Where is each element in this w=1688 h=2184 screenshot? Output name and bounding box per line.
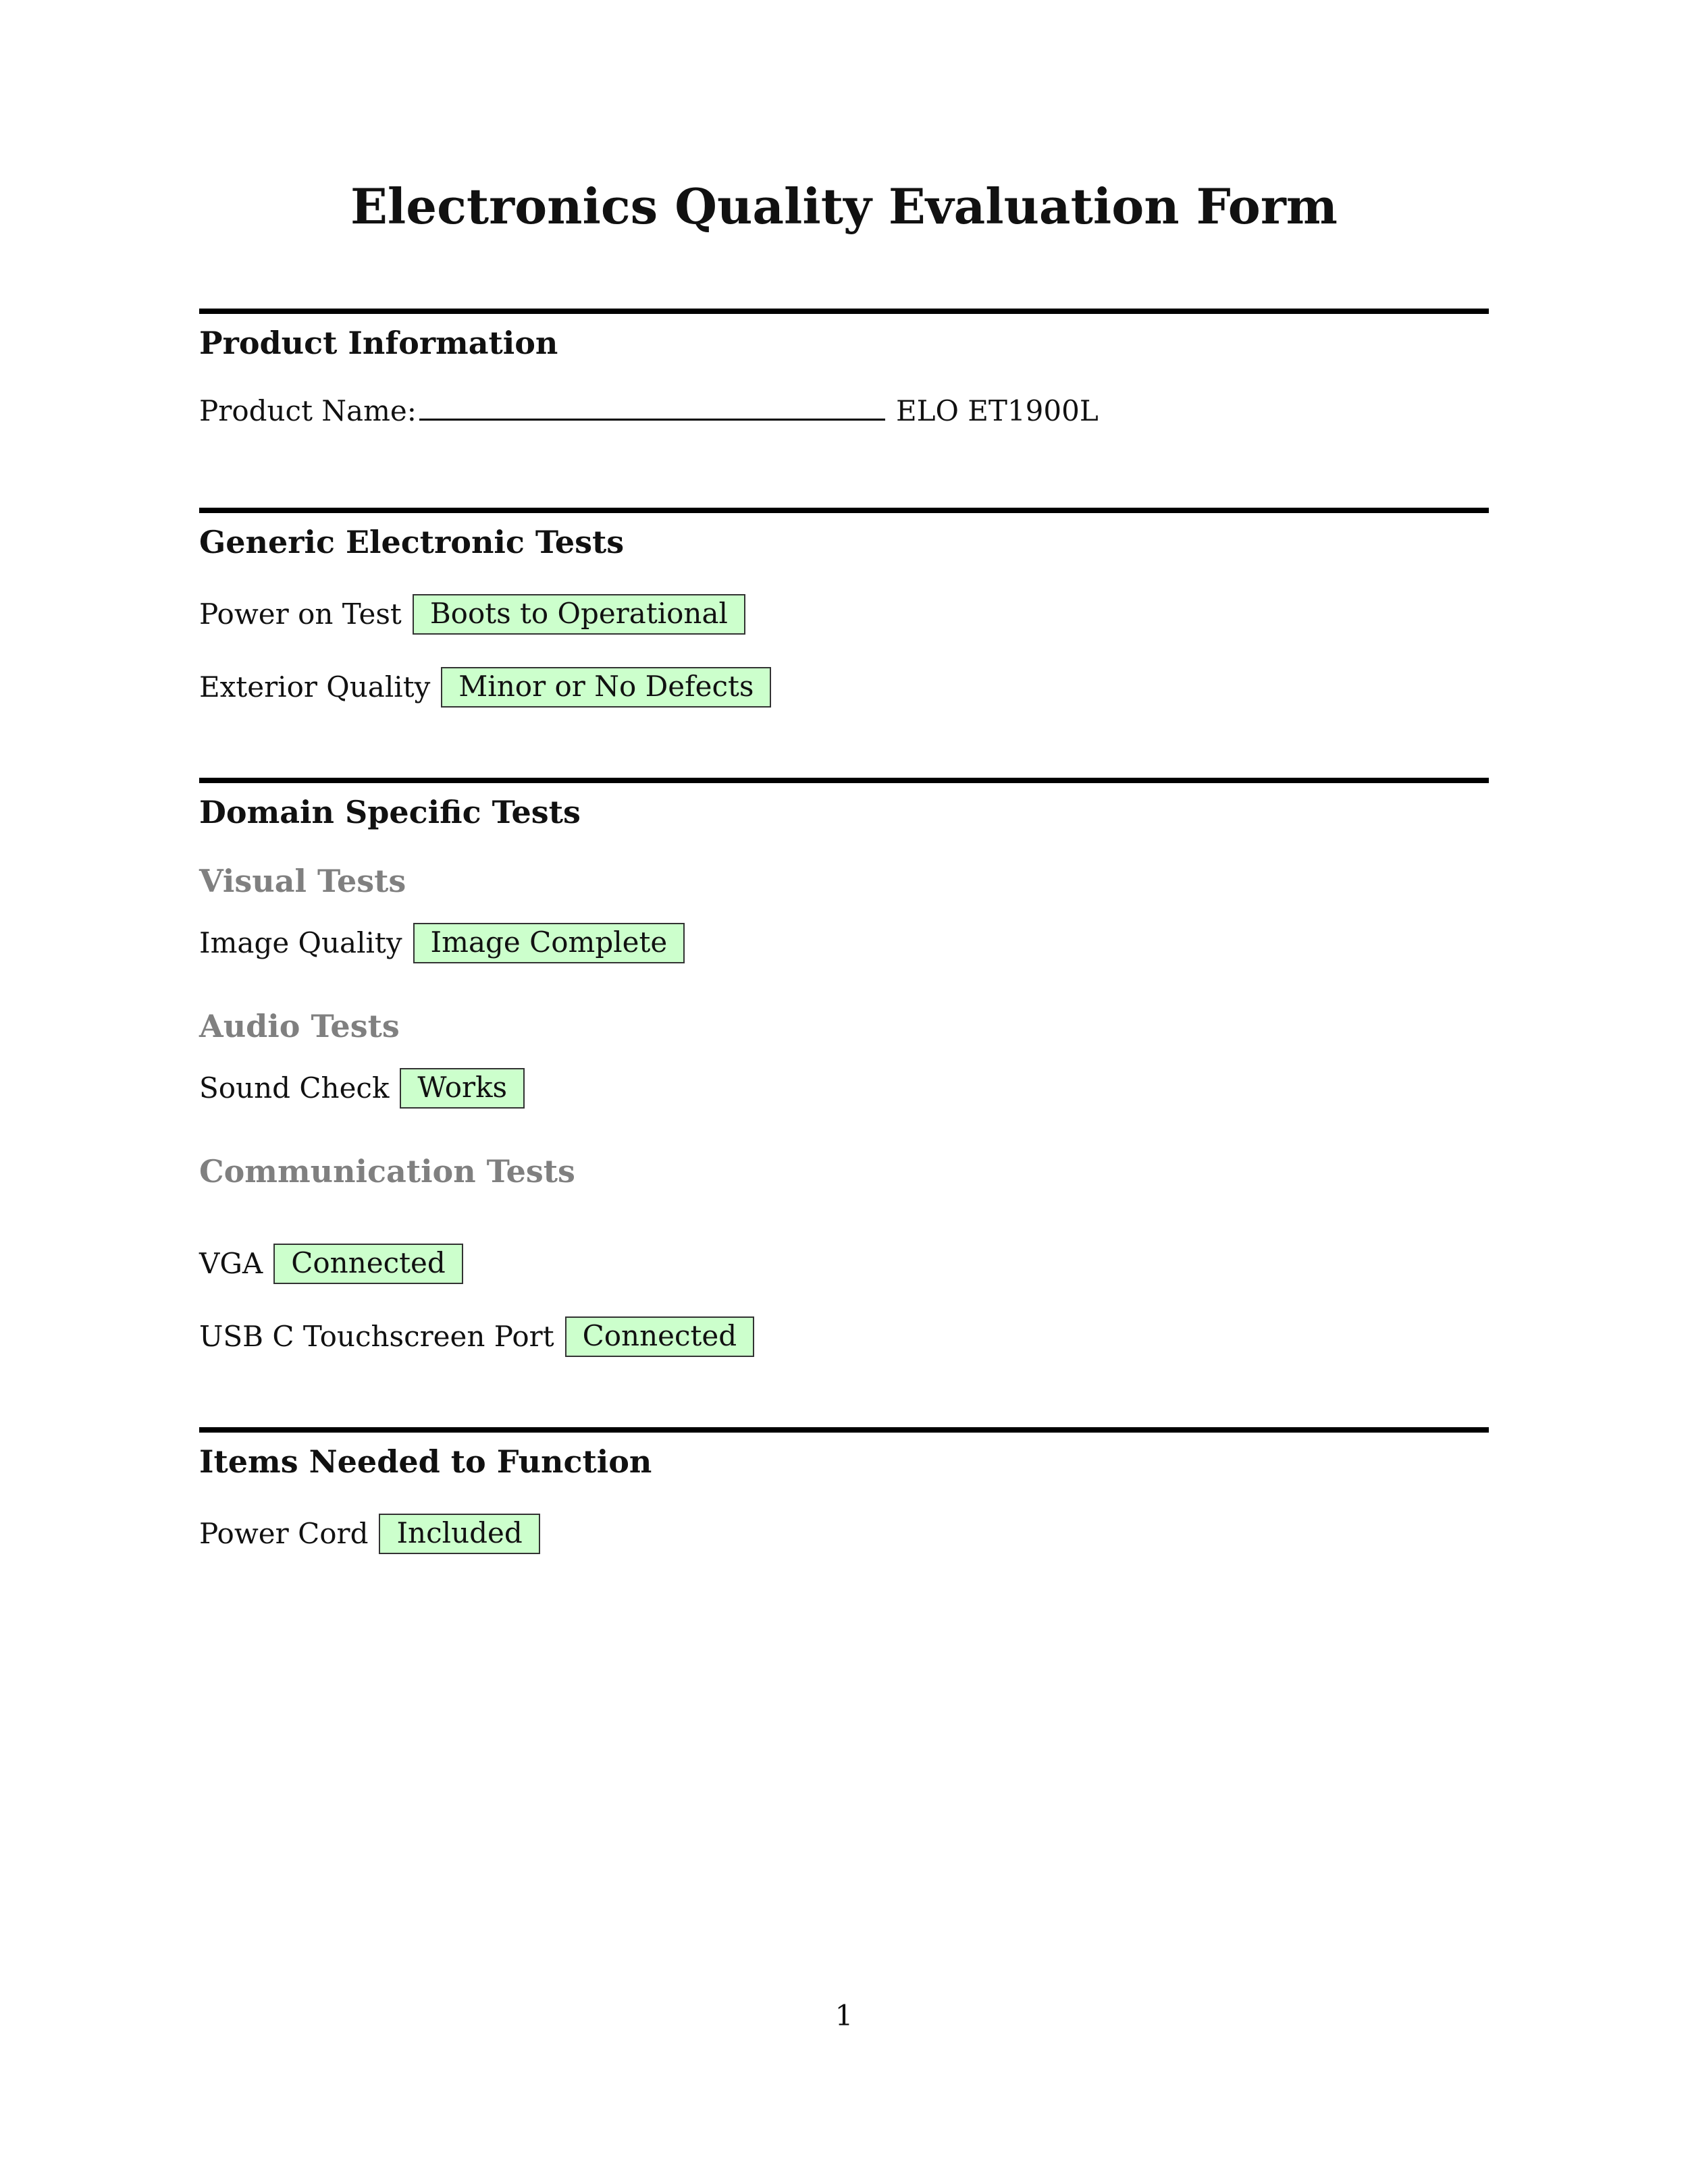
test-label: USB C Touchscreen Port bbox=[199, 1320, 554, 1353]
test-label: Power on Test bbox=[199, 597, 402, 631]
section-heading-items-needed: Items Needed to Function bbox=[199, 1443, 652, 1480]
product-name-blank-line bbox=[419, 419, 885, 421]
section-heading-product-information: Product Information bbox=[199, 325, 558, 361]
test-label: VGA bbox=[199, 1247, 263, 1280]
section-heading-generic-tests: Generic Electronic Tests bbox=[199, 524, 625, 560]
subheading-visual-tests: Visual Tests bbox=[199, 863, 406, 899]
section-heading-domain-tests: Domain Specific Tests bbox=[199, 794, 581, 830]
subheading-communication-tests: Communication Tests bbox=[199, 1153, 575, 1190]
test-result-badge: Works bbox=[400, 1068, 525, 1109]
item-label: Power Cord bbox=[199, 1517, 369, 1550]
test-row-vga bbox=[199, 1244, 463, 1284]
product-name-row bbox=[199, 394, 1099, 427]
product-name-label: Product Name: bbox=[199, 394, 417, 427]
page-number: 1 bbox=[835, 1999, 853, 2032]
test-row-image-quality bbox=[199, 923, 685, 963]
section-divider bbox=[199, 309, 1489, 314]
test-row-sound-check bbox=[199, 1068, 525, 1109]
section-divider bbox=[199, 1427, 1489, 1433]
test-result-badge: Connected bbox=[565, 1316, 755, 1357]
section-divider bbox=[199, 508, 1489, 513]
test-row-exterior-quality bbox=[199, 667, 771, 708]
test-label: Exterior Quality bbox=[199, 670, 431, 703]
test-label: Image Quality bbox=[199, 926, 402, 959]
test-row-power-on bbox=[199, 594, 745, 635]
test-label: Sound Check bbox=[199, 1071, 390, 1104]
product-name-value: ELO ET1900L bbox=[895, 394, 1099, 427]
test-result-badge: Minor or No Defects bbox=[441, 667, 771, 708]
section-divider bbox=[199, 778, 1489, 783]
subheading-audio-tests: Audio Tests bbox=[199, 1008, 400, 1044]
item-status-badge: Included bbox=[379, 1514, 539, 1554]
test-result-badge: Boots to Operational bbox=[413, 594, 745, 635]
test-row-usb-c-touchscreen bbox=[199, 1316, 754, 1357]
test-result-badge: Image Complete bbox=[413, 923, 685, 963]
test-result-badge: Connected bbox=[273, 1244, 463, 1284]
item-row-power-cord bbox=[199, 1514, 540, 1554]
form-title: Electronics Quality Evaluation Form bbox=[350, 178, 1338, 235]
